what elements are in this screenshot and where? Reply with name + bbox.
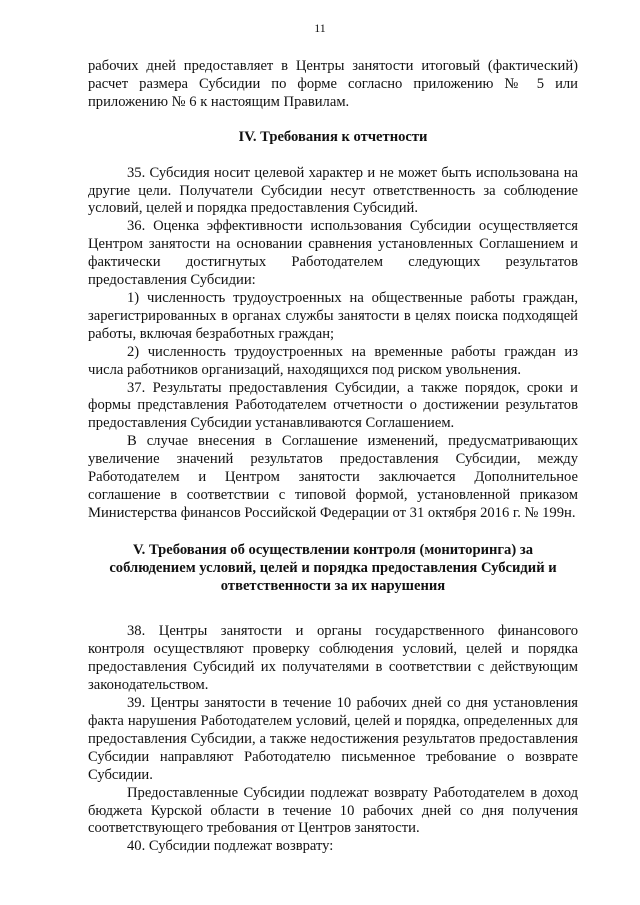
paragraph-35: 35. Субсидия носит целевой характер и не может быть использована на другие цели. Получатели Субсидии несут ответственность за соблюдение условий, целей и порядка предоставления Субсидий. xyxy=(88,164,578,217)
paragraph-37-amendment: В случае внесения в Соглашение изменений, предусматривающих увеличение значений результатов предоставления Субсидии, между Работодателем и Центром занятости заключается Дополнительное соглашение в соответствии с типовой формой, установленной приказом Министерства финансов Российской Федерации от 31 октября 2016 г. № 199н. xyxy=(88,433,578,521)
paragraph-39-return: Предоставленные Субсидии подлежат возврату Работодателем в доход бюджета Курской области в течение 10 рабочих дней со дня получения соответствующего требования от Центров занятости. xyxy=(88,784,578,837)
list-item-2: 2) численность трудоустроенных на временные работы граждан из числа работников организаций, находящихся под риском увольнения. xyxy=(88,343,578,378)
section-5-heading-line-3: ответственности за их нарушения xyxy=(220,577,446,594)
section-5-heading-line-2: соблюдением условий, целей и порядка предоставления Субсидий и xyxy=(109,559,557,576)
paragraph-38: 38. Центры занятости и органы государственного финансового контроля осуществляют проверку соблюдения условий, целей и порядка предоставления Субсидий их получателями в соответствии с действующим законодательством. xyxy=(88,623,578,694)
document-body xyxy=(88,58,578,856)
paragraph-37: 37. Результаты предоставления Субсидии, а также порядок, сроки и формы представления Работодателем отчетности о достижении результатов предоставления Субсидии устанавливаются Соглашением. xyxy=(88,379,578,432)
intro-paragraph: рабочих дней предоставляет в Центры занятости итоговый (фактический) расчет размера Субсидии по форме согласно приложению № 5 или приложению № 6 к настоящим Правилам. xyxy=(88,58,578,110)
paragraph-40: 40. Субсидии подлежат возврату: xyxy=(127,838,334,855)
section-5-heading-line-1: V. Требования об осуществлении контроля (мониторинга) за xyxy=(132,541,533,558)
list-item-1: 1) численность трудоустроенных на общественные работы граждан, зарегистрированных в органах службы занятости в целях поиска подходящей работы, включая безработных граждан; xyxy=(88,289,578,342)
page-number: 11 xyxy=(314,21,326,35)
section-4-heading: IV. Требования к отчетности xyxy=(238,128,428,145)
paragraph-39: 39. Центры занятости в течение 10 рабочих дней со дня установления факта нарушения Работодателем условий, целей и порядка, определенных для предоставления Субсидии, а также недостижения результатов предоставления Субсидии направляют Работодателю письменное требование о возврате Субсидии. xyxy=(88,695,578,783)
section-5-heading xyxy=(88,542,578,596)
paragraph-36: 36. Оценка эффективности использования Субсидии осуществляется Центром занятости на основании сравнения установленных Соглашением и фактически достигнутых Работодателем следующих результатов предоставления Субсидии: xyxy=(88,218,578,289)
